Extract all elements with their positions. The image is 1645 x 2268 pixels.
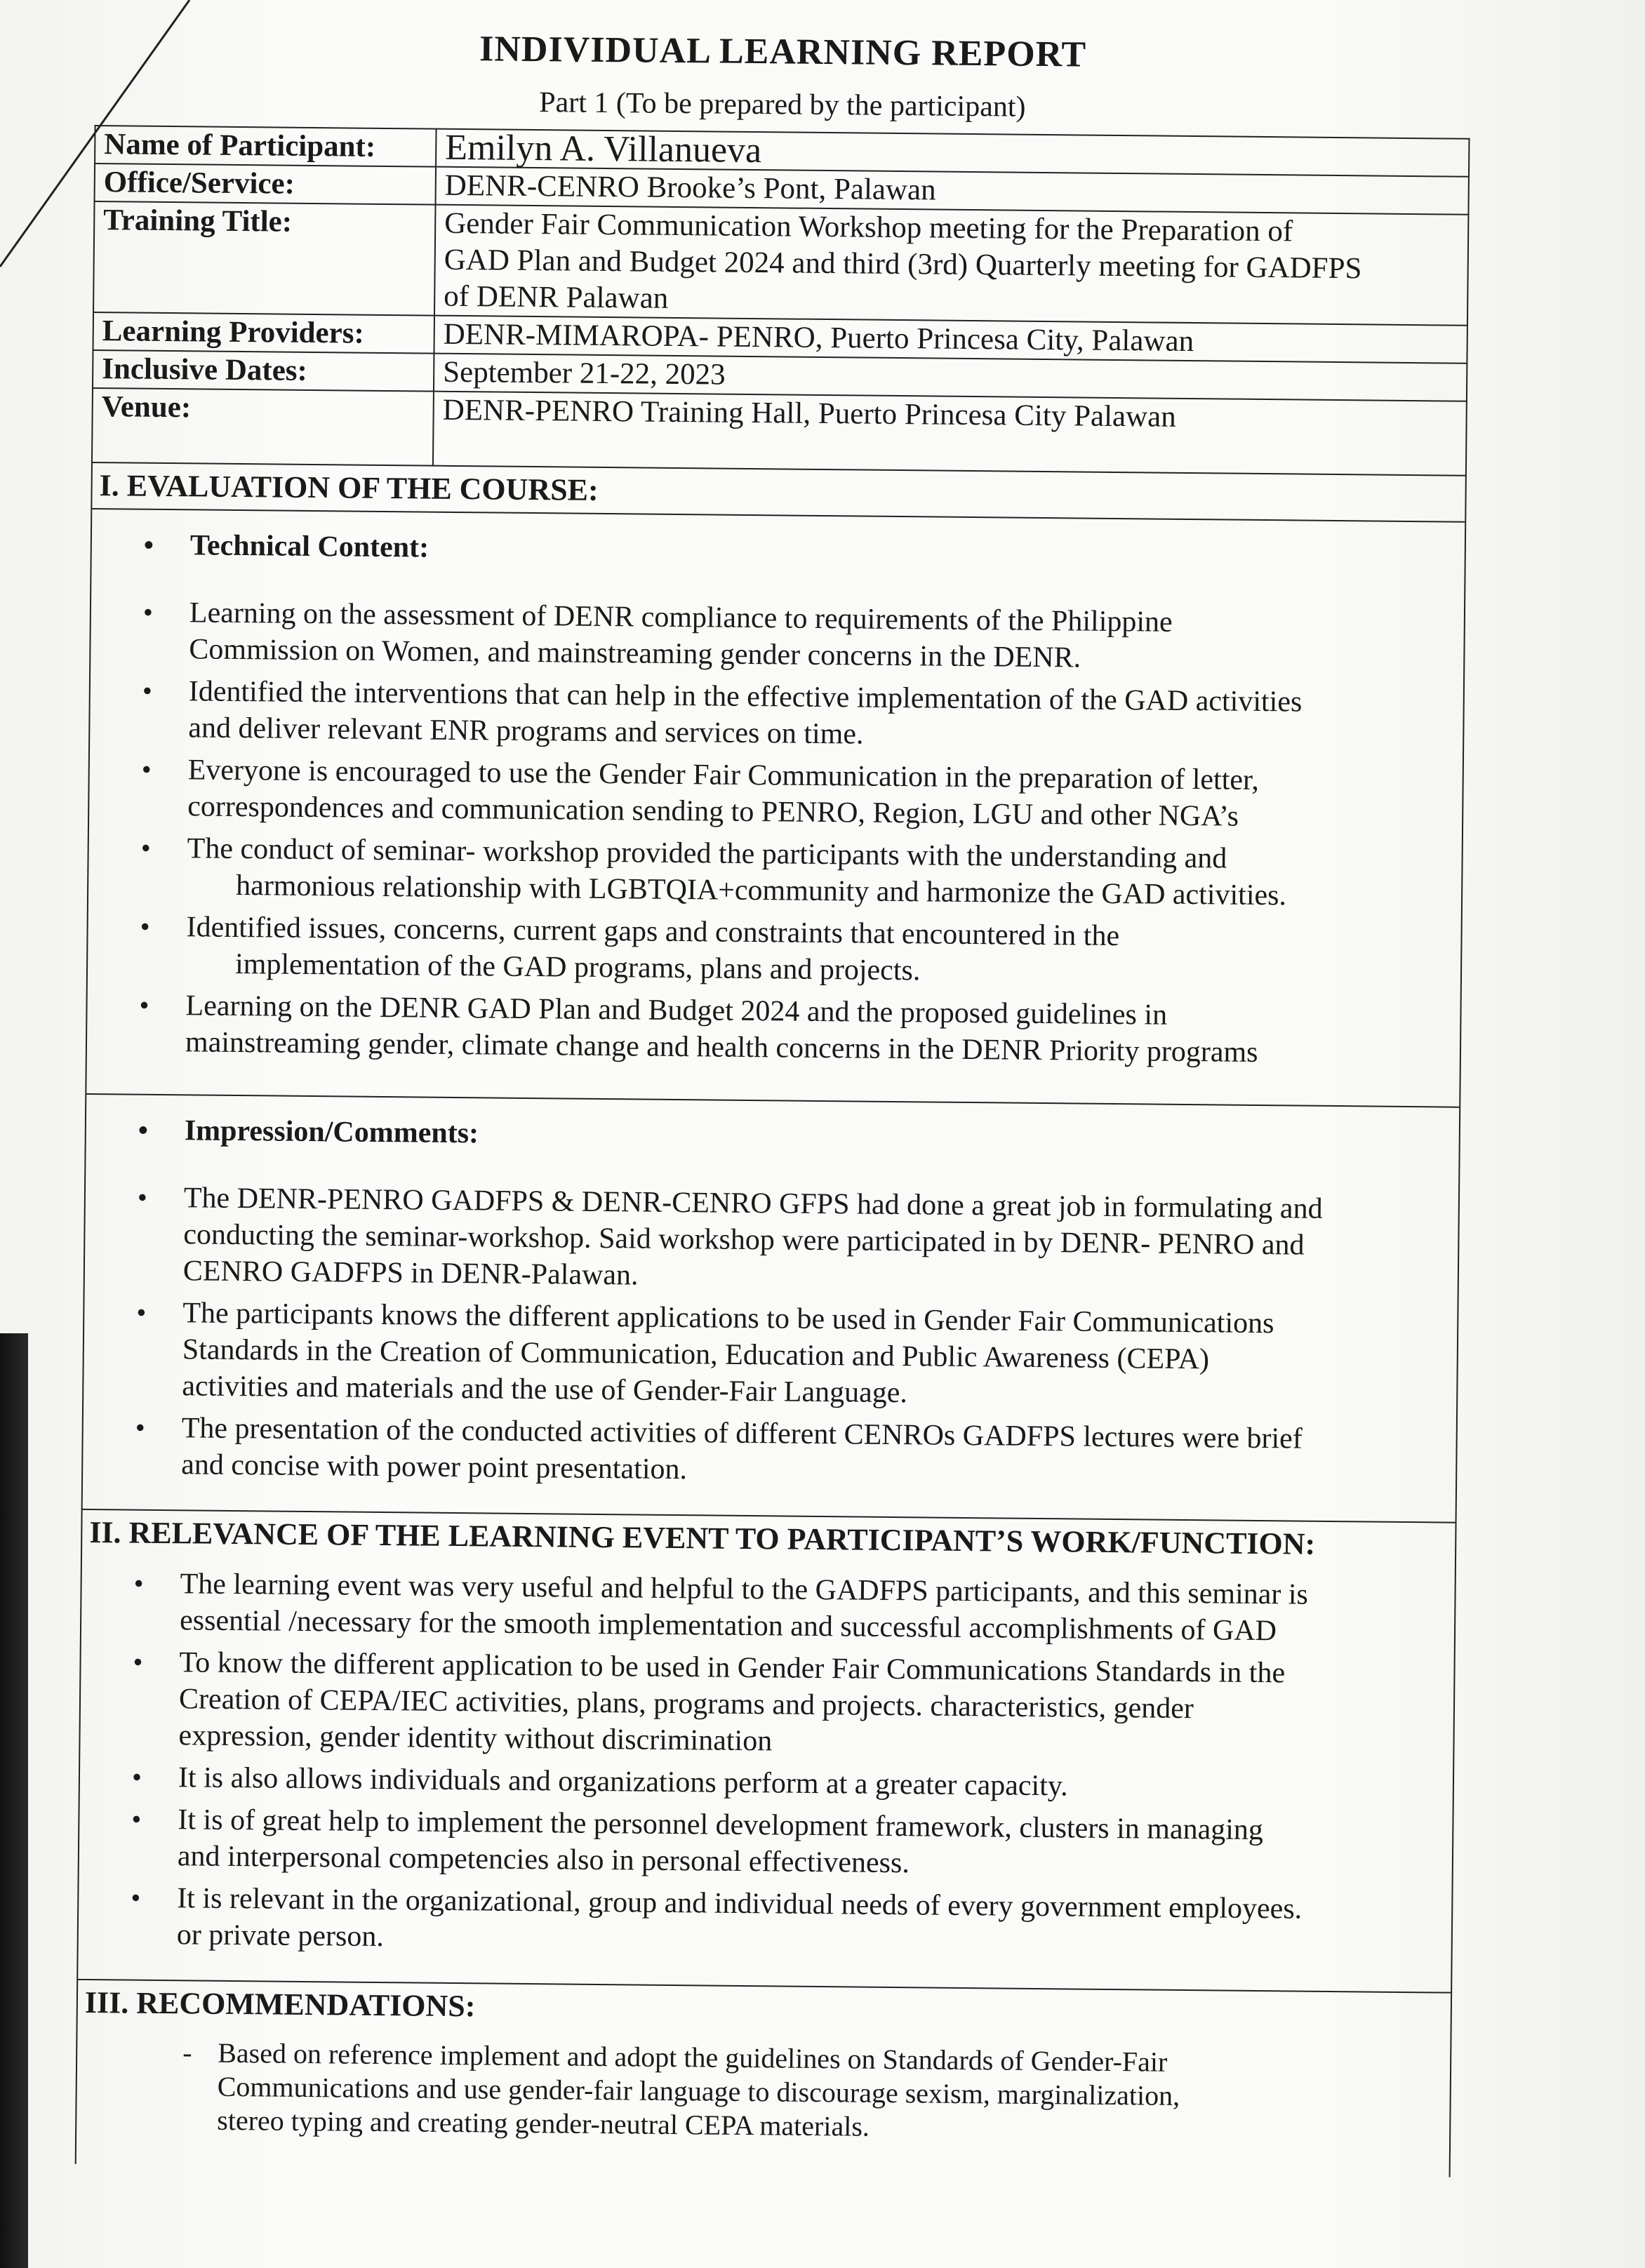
training-title-line: of DENR Palawan [444, 279, 669, 315]
list-item: • It is also allows individuals and organizations perform at a greater capacity. [131, 1761, 1068, 1803]
technical-content-block [86, 509, 1465, 1100]
list-item: • The conduct of seminar- workshop provided the participants with the understanding and harmonious relationship with LGBTQIA+community and harmonize the GAD activities. [140, 832, 1287, 912]
list-item: • Everyone is encouraged to use the Gender Fair Communication in the preparation of letter, correspondences and communication sending to PENRO, Region, LGU and other NGA’s [141, 753, 1260, 833]
info-label: Venue: [92, 388, 434, 466]
evaluation-heading: I. EVALUATION OF THE COURSE: [92, 463, 1465, 523]
list-item: • The presentation of the conducted activities of different CENROs GADFPS lectures were brief and concise with power point presentation. [135, 1411, 1303, 1486]
venue-value: DENR-PENRO Training Hall, Puerto Princesa City Palawan [433, 392, 1467, 476]
list-item: • Identified issues, concerns, current gaps and constraints that encountered in the implementation of the GAD programs, plans and projects. [140, 910, 1120, 987]
participant-name: Emilyn A. Villanueva [436, 129, 1469, 177]
technical-content-heading: • Technical Content: [143, 528, 429, 564]
report-title: INDIVIDUAL LEARNING REPORT [479, 29, 1087, 75]
list-item: • It is relevant in the organizational, group and individual needs of every government employees. or private person. [131, 1881, 1303, 1954]
list-item: • To know the different application to be used in Gender Fair Communications Standards in the Creation of CEPA/IEC activities, plans, programs and projects. characteristics, gender expression, gender identity without discrimination [133, 1646, 1286, 1758]
info-row [92, 388, 1467, 476]
list-item: • Identified the interventions that can help in the effective implementation of the GAD activities and deliver relevant ENR programs and services on time. [142, 674, 1303, 751]
left-shadow-edge [0, 1333, 28, 2268]
info-label: Name of Participant: [95, 126, 436, 167]
providers-value: DENR-MIMAROPA- PENRO, Puerto Princesa City, Palawan [434, 316, 1467, 363]
recommendation-item: - Based on reference implement and adopt the guidelines on Standards of Gender-Fair Communications and use gender-fair language to discourage sexism, marginalization, stereo typing and creating gender-neutral CEPA materials. [182, 2036, 1180, 2142]
training-title-line: GAD Plan and Budget 2024 and third (3rd) Quarterly meeting for GADFPS [444, 243, 1362, 286]
info-label: Inclusive Dates: [93, 350, 434, 392]
list-item: • The DENR-PENRO GADFPS & DENR-CENRO GFPS had done a great job in formulating and conducting the seminar-workshop. Said workshop were participated in by DENR- PENRO and CENRO GADFPS in DENR-Palawan. [137, 1181, 1323, 1292]
relevance-block [78, 1555, 1455, 1992]
list-item: • The learning event was very useful and helpful to the GADFPS participants, and this seminar is essential /necessary for the smooth implementation and successful accomplishments of GAD [133, 1567, 1309, 1648]
report-subtitle: Part 1 (To be prepared by the participant) [539, 86, 1026, 124]
list-item: • Learning on the DENR GAD Plan and Budget 2024 and the proposed guidelines in mainstreaming gender, climate change and health concerns in the DENR Priority programs [139, 989, 1258, 1069]
info-label: Learning Providers: [93, 312, 434, 354]
recommendations-section [75, 1980, 1452, 2177]
impression-heading: • Impression/Comments: [138, 1114, 479, 1150]
evaluation-section [81, 463, 1467, 1523]
participant-info-table [91, 125, 1470, 476]
impression-block [83, 1095, 1460, 1522]
list-item: • Learning on the assessment of DENR compliance to requirements of the Philippine Commission on Women, and mainstreaming gender concerns in the DENR. [142, 596, 1173, 674]
list-item: • The participants knows the different applications to be used in Gender Fair Communications Standards in the Creation of Communication, Education and Public Awareness (CEPA) activities and materials and the use of Gender-Fair Language. [136, 1296, 1274, 1410]
info-label: Office/Service: [95, 164, 436, 205]
dash-bullet: - [182, 2036, 192, 2069]
dates-value: September 21-22, 2023 [434, 354, 1467, 401]
relevance-heading: II. RELEVANCE OF THE LEARNING EVENT TO PARTICIPANT’S WORK/FUNCTION: [89, 1515, 1316, 1561]
recommendations-heading: III. RECOMMENDATIONS: [84, 1984, 476, 2024]
report-document [75, 21, 1471, 2177]
relevance-section [76, 1510, 1456, 1994]
info-row [93, 201, 1468, 326]
info-label: Training Title: [93, 201, 435, 316]
list-item: • It is of great help to implement the personnel development framework, clusters in managing and interpersonal competencies also in personal effectiveness. [131, 1803, 1264, 1880]
training-title-line: Gender Fair Communication Workshop meeting for the Preparation of [444, 206, 1293, 248]
office-value: DENR-CENRO Brooke’s Pont, Palawan [436, 167, 1469, 215]
training-title-value [434, 205, 1468, 326]
